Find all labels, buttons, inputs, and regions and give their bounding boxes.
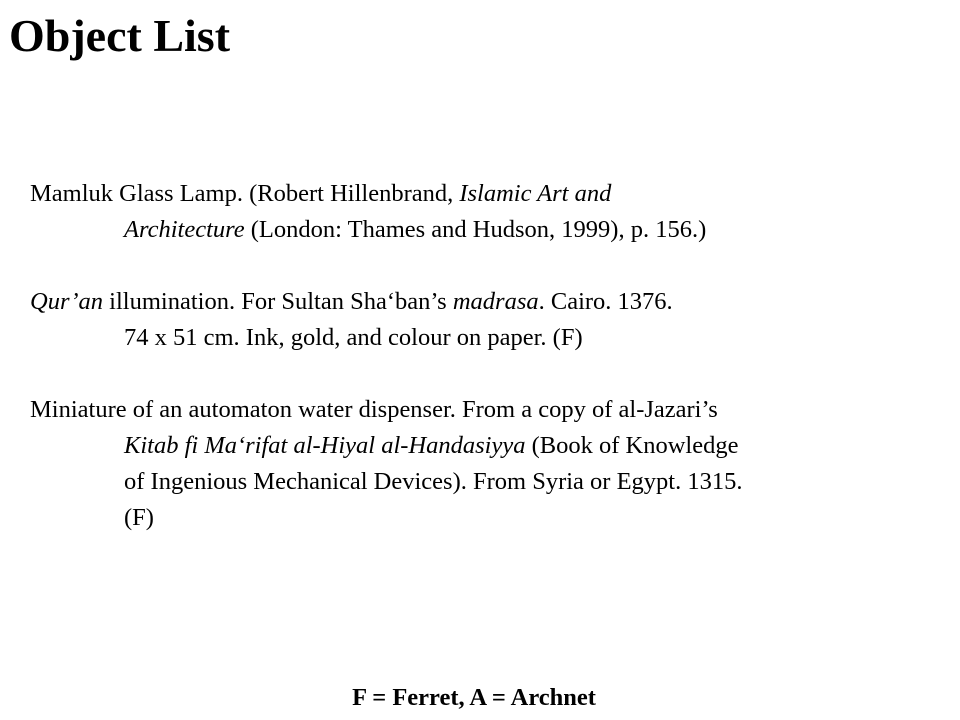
- entry-term: madrasa: [452, 288, 539, 315]
- object-entry-mamluk-lamp: [30, 176, 950, 248]
- book-title: Kitab fi Ma‘rifat al-Hiyal al-Handasiyya: [124, 432, 526, 459]
- book-title: Islamic Art and: [459, 180, 612, 207]
- entry-text: Miniature of an automaton water dispenser. From a copy of al-Jazari’s: [30, 396, 718, 423]
- entry-text: of Ingenious Mechanical Devices). From Syria or Egypt. 1315.: [124, 468, 743, 495]
- entry-text: (F): [124, 504, 154, 531]
- entry-text: . Cairo. 1376.: [538, 288, 673, 315]
- object-entry-automaton-miniature: [30, 392, 950, 536]
- entry-text: 74 x 51 cm. Ink, gold, and colour on paper. (F): [124, 324, 583, 351]
- entry-term: Qur’an: [30, 288, 104, 315]
- page-title: Object List: [9, 10, 231, 61]
- source-legend: F = Ferret, A = Archnet: [352, 684, 596, 711]
- object-list: [30, 176, 950, 536]
- book-title: Architecture: [124, 216, 245, 243]
- entry-text: (Book of Knowledge: [525, 432, 739, 459]
- entry-text: illumination. For Sultan Sha‘ban’s: [103, 288, 453, 315]
- object-entry-quran-illumination: [30, 284, 950, 356]
- entry-text: Mamluk Glass Lamp. (Robert Hillenbrand,: [30, 180, 460, 207]
- entry-text: (London: Thames and Hudson, 1999), p. 156.): [244, 216, 707, 243]
